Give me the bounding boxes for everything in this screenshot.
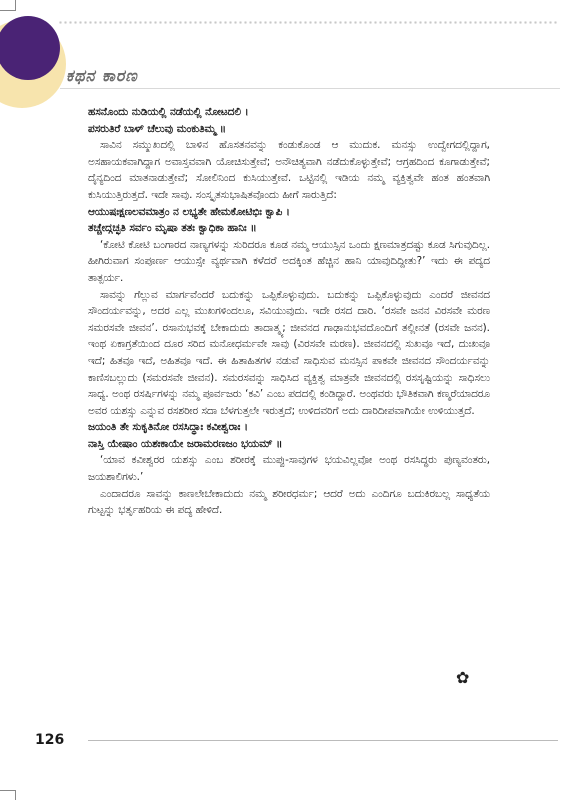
- paragraph: ಸಾವಿನ ಸಮ್ಮುಖದಲ್ಲಿ ಬಾಳಿನ ಹೊಸತನವನ್ನು ಕಂಡುಕೊಂಡ ಆ ಮುದುಕ. ಮನಸ್ಸು ಉದ್ವೇಗದಲ್ಲಿದ್ದಾಗ, ಅಸಹಾಯಕವಾಗಿದ್ದಾಗ ಅವಾಸ್ತವವಾಗಿ ಯೋಚಿಸುತ್ತೇವೆ; ಅನೌಚಿತ್ಯವಾಗಿ ನಡೆದುಕೊಳ್ಳುತ್ತೇವೆ; ಆಗ್ರಹದಿಂದ ಕೂಗಾಡುತ್ತೇವೆ; ದೈನ್ಯದಿಂದ ಮಾತನಾಡುತ್ತೇವೆ; ಸೋಲಿನಿಂದ ಕುಸಿಯುತ್ತೇವೆ. ಒಟ್ಟಿನಲ್ಲಿ ಇಡಿಯ ನಮ್ಮ ವ್ಯಕ್ತಿತ್ವವೇ ಹಂತ ಹಂತವಾಗಿ ಕುಸಿಯುತ್ತಿರುತ್ತದೆ. ಇದೇ ಸಾವು. ಸಂಸ್ಕೃತಸುಭಾಷಿತವೊಂದು ಹೀಗೆ ಸಾರುತ್ತಿದೆ:: [88, 139, 490, 201]
- header-rule: [60, 88, 560, 89]
- page-body: [88, 104, 490, 519]
- verse-line: ಜಯಂತಿ ತೇ ಸುಕೃತಿನೋ ರಸಸಿದ್ಧಾಃ ಕವೀಶ್ವರಾಃ ।: [88, 421, 248, 434]
- paragraph: ಸಾವನ್ನು ಗೆಲ್ಲುವ ಮಾರ್ಗವೆಂದರೆ ಬದುಕನ್ನು ಒಪ್ಪಿಕೊಳ್ಳುವುದು. ಬದುಕನ್ನು ಒಪ್ಪಿಕೊಳ್ಳುವುದು ಎಂದರೆ ಜೀವನದ ಸೌಂದರ್ಯವನ್ನು, ಅದರ ಎಲ್ಲ ಮುಖಗಳಿಂದಲೂ, ಸವಿಯುವುದು. ಇದೇ ರಸದ ದಾರಿ. ‘ರಸವೇ ಜನನ ವಿರಸವೇ ಮರಣ ಸಮರಸವೇ ಜೀವನ’. ರಸಾನುಭವಕ್ಕೆ ಬೇಕಾದುದು ತಾದಾತ್ಮ್ಯ; ಜೀವನದ ಗಾಢಾನುಭವದೊಂದಿಗೆ ತಲ್ಲೀನತೆ (ರಸವೇ ಜನನ). ಇಂಥ ಏಕಾಗ್ರತೆಯಿಂದ ದೂರ ಸರಿದ ಮನೋಧರ್ಮವೇ ಸಾವು (ವಿರಸವೇ ಮರಣ). ಜೀವನದಲ್ಲಿ ಸುಖವೂ ಇದೆ, ದುಃಖವೂ ಇದೆ; ಹಿತವೂ ಇದೆ, ಅಹಿತವೂ ಇದೆ. ಈ ಹಿತಾಹಿತಗಳ ನಡುವೆ ಸಾಧಿಸುವ ಮನಸ್ಸಿನ ಪಾಕವೇ ಜೀವನದ ಸೌಂದರ್ಯವನ್ನು ಕಾಣಿಸಬಲ್ಲುದು (ಸಮರಸವೇ ಜೀವನ). ಸಮರಸವನ್ನು ಸಾಧಿಸಿದ ವ್ಯಕ್ತಿತ್ವ ಮಾತ್ರವೇ ಜೀವನದಲ್ಲಿ ರಸಸೃಷ್ಟಿಯನ್ನು ಸಾಧಿಸಲು ಸಾಧ್ಯ. ಅಂಥ ರಸರ್ಷಿಗಳನ್ನು ನಮ್ಮ ಪೂರ್ವಜರು ‘ಕವಿ’ ಎಂಬ ಪದದಲ್ಲಿ ಕಂಡಿದ್ದಾರೆ. ಅಂಥವರು ಭೌತಿಕವಾಗಿ ಕಣ್ಮರೆಯಾದರೂ ಅವರ ಯಶಸ್ಸು ಎನ್ನುವ ರಸಶರೀರ ಸದಾ ಬೆಳಗುತ್ತಲೇ ಇರುತ್ತದೆ; ಉಳಿದವರಿಗೆ ಅದು ದಾರಿದೀಪವಾಗಿಯೇ ಉಳಿಯುತ್ತದೆ.: [88, 288, 490, 417]
- verse-line: ಆಯುಷಃಕ್ಷಣಲವಮಾತ್ರಂ ನ ಲಭ್ಯತೇ ಹೇಮಕೋಟಿಭಿಃ ಕ್ವಾಪಿ ।: [88, 205, 290, 218]
- verse-line: ಹಸನೊಂದು ನುಡಿಯಲ್ಲಿ ನಡೆಯಲ್ಲಿ ನೋಟದಲಿ ।: [88, 106, 249, 118]
- crop-mark: [0, 790, 16, 791]
- dotted-top-border: [58, 21, 558, 24]
- header-decoration: [0, 0, 120, 120]
- footer-rule: [88, 740, 558, 741]
- verse-line: ತಚ್ಚೇದ್ಗಚ್ಛತಿ ಸರ್ವಂ ಮೃಷಾ ತತಃ ಕ್ವಾಧಿಕಾ ಹಾನಿಃ ॥: [88, 222, 257, 235]
- verse-line: ನಾಸ್ತಿ ಯೇಷಾಂ ಯಶಃಕಾಯೇ ಜರಾಮರಣಜಂ ಭಯಮ್ ॥: [88, 437, 283, 450]
- paragraph: ‘ಯಾವ ಕವೀಶ್ವರರ ಯಶಸ್ಸು ಎಂಬ ಶರೀರಕ್ಕೆ ಮುಪ್ಪು-ಸಾವುಗಳ ಭಯವಿಲ್ಲವೋ ಅಂಥ ರಸಸಿದ್ಧರು ಪುಣ್ಯವಂತರು, ಜಯಶಾಲಿಗಳು.’: [88, 454, 490, 484]
- paragraph: ‘ಕೋಟಿ ಕೋಟಿ ಬಂಗಾರದ ನಾಣ್ಯಗಳನ್ನು ಸುರಿದರೂ ಕೂಡ ನಮ್ಮ ಆಯುಸ್ಸಿನ ಒಂದು ಕ್ಷಣಮಾತ್ರದಷ್ಟು ಕೂಡ ಸಿಗುವುದಿಲ್ಲ. ಹೀಗಿರುವಾಗ ಸಂಪೂರ್ಣ ಆಯುಸ್ಸೇ ವ್ಯರ್ಥವಾಗಿ ಕಳೆದರೆ ಅದಕ್ಕಿಂತ ಹೆಚ್ಚಿನ ಹಾನಿ ಯಾವುದಿದ್ದೀತು?’ ಇದು ಈ ಪದ್ಯದ ತಾತ್ಪರ್ಯ.: [88, 238, 490, 284]
- flower-icon: ✿: [456, 668, 470, 687]
- paragraph: ಎಂದಾದರೂ ಸಾವನ್ನು ಕಾಣಲೇಬೇಕಾದುದು ನಮ್ಮ ಶರೀರಧರ್ಮ; ಆದರೆ ಅದು ಎಂದಿಗೂ ಬದುಕಿರಬಲ್ಲ ಸಾಧ್ಯತೆಯ ಗುಟ್ಟನ್ನು ಭರ್ತೃಹರಿಯ ಈ ಪದ್ಯ ಹೇಳಿದೆ.: [88, 487, 490, 517]
- crop-mark: [15, 790, 16, 800]
- verse-line: ಪಸರುತಿರೆ ಬಾಳ್ ಚೆಲುವು ಮಂಕುತಿಮ್ಮ ॥: [88, 122, 226, 135]
- chapter-title: ಕಥನ ಕಾರಣ: [66, 66, 138, 85]
- page-number: 126: [35, 732, 65, 748]
